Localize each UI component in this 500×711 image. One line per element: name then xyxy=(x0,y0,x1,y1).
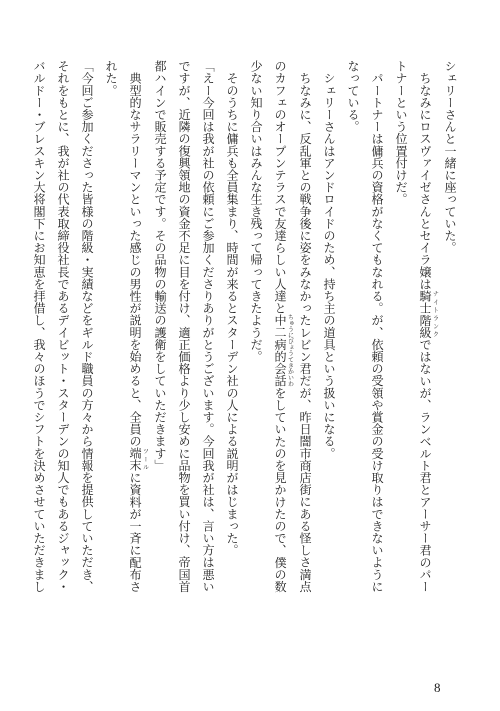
page-number: 8 xyxy=(434,680,441,695)
text-line: 「えー今回は我が社の依頼にご参加くださりありがとうございます。今回我が社は、言い方は悪い xyxy=(201,60,215,593)
text-line: のカフェのオープンテラスで友達らしい人達と中二病的会話 ちゅうにびょうてきかいわをしていたのを見かけたので、僕の数 xyxy=(273,60,294,593)
text-line: 「今回ご参加くださった皆様の階級・実績などをギルド職員の方々から情報を提供していただき、 xyxy=(80,60,94,593)
text-line: シェリーさんと一緒に座っていた。 xyxy=(443,60,457,254)
text-line: れた。 xyxy=(104,60,118,97)
text-line: ちなみに、反乱軍との戦争後に姿をみなかったレビン君だが、昨日闇市商店街にある怪しさ満点 xyxy=(298,60,312,593)
ruby-annotation: 騎士階級 ナイトランク xyxy=(418,289,439,339)
text-line: そのうちに傭兵も全員集まり、時間が来るとスターデン社の人による説明がはじまった。 xyxy=(225,60,239,557)
text-line: トナーという位置付けだ。 xyxy=(394,60,408,206)
text-line: パートナーは傭兵の資格がなくてもなれる。が、依頼の受領や賞金の受け取りはできないように xyxy=(370,60,384,593)
text-line: ちなみにロスヴァイゼさんとセイラ嬢は騎士階級 ナイトランクではないが、ランベルト君とアーサー君のパー xyxy=(418,60,439,593)
text-line: なっている。 xyxy=(346,60,360,133)
text-line: ですが、近隣の復興領地の資金不足に目を付け、適正価格より少し安めに品物を買い付け、帝国首 xyxy=(177,60,191,593)
text-line: バルドー・ブレスキン大将閣下にお知恵を拝借し、我々のほうでシフトを決めさせていただきまし xyxy=(32,60,46,593)
text-line: それをもとに、我が社の代表取締役社長であるデイビット・スターデンの知人でもあるジャック・ xyxy=(56,60,70,593)
novel-text-body xyxy=(28,60,462,612)
text-line: シェリーさんはアンドロイドのため、持ち主の道具という扱いになる。 xyxy=(322,60,336,460)
text-line: 都ハインで販売する予定です。その品物の輸送の護衛をしていただきます」 xyxy=(153,60,167,472)
text-line: 少ない知り合いはみんな生き残って帰ってきたようだ。 xyxy=(249,60,263,363)
text-line: 典型的なサラリーマンといった感じの男性が説明を始めると、全員の端末 ツールに資料が一斉に配布さ xyxy=(128,60,149,593)
ruby-annotation: 中二病的会話 ちゅうにびょうてきかいわ xyxy=(273,314,294,387)
ruby-annotation: 端末 ツール xyxy=(128,447,149,472)
